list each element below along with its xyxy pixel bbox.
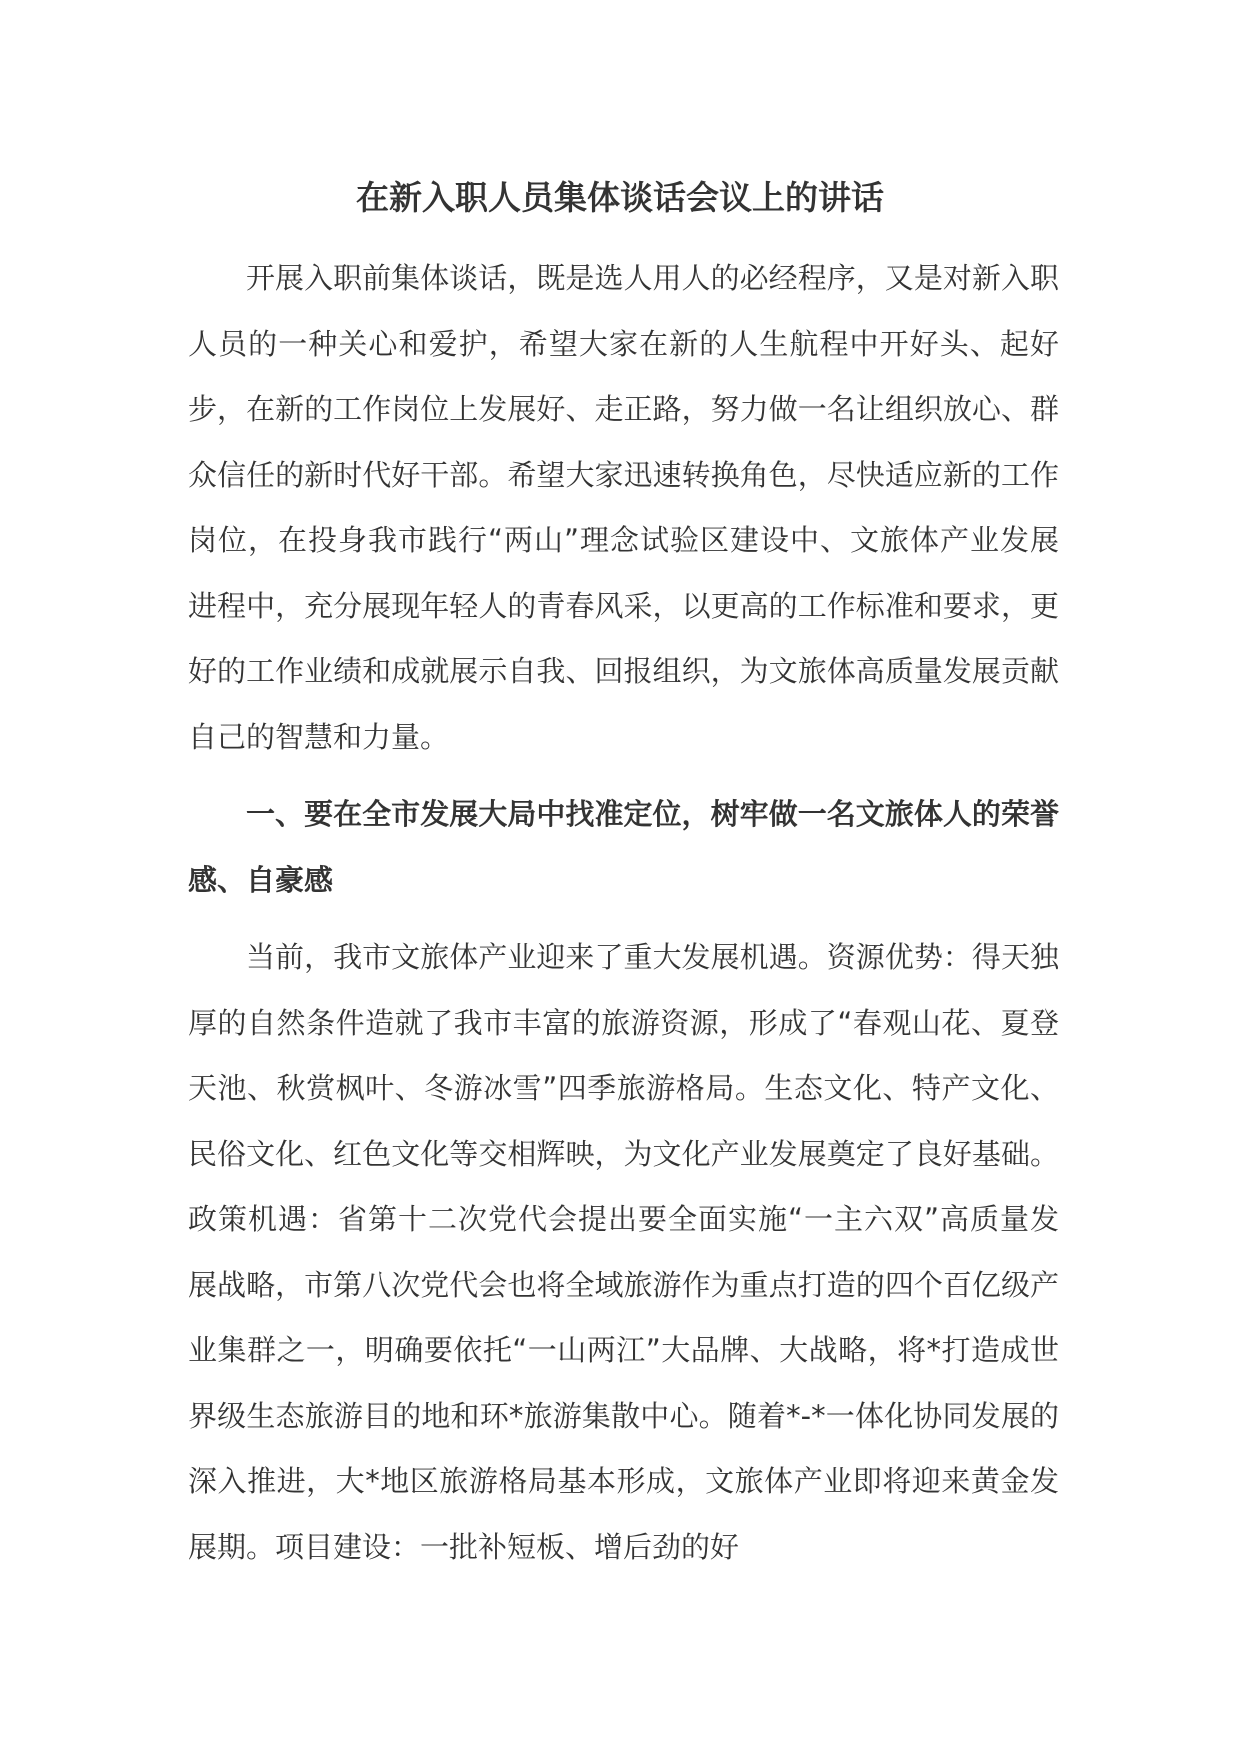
section-heading: 一、要在全市发展大局中找准定位，树牢做一名文旅体人的荣誉感、自豪感 [188, 797, 1059, 897]
document-title: 在新入职人员集体谈话会议上的讲话 [356, 178, 884, 217]
intro-paragraph: 开展入职前集体谈话，既是选人用人的必经程序，又是对新入职人员的一种关心和爱护，希望大家在新的人生航程中开好头、起好步，在新的工作岗位上发展好、走正路，努力做一名让组织放心、群众信任的新时代好干部。希望大家迅速转换角色，尽快适应新的工作岗位，在投身我市践行“两山”理念试验区建设中、文旅体产业发展进程中，充分展现年轻人的青春风采，以更高的工作标准和要求，更好的工作业绩和成就展示自我、回报组织，为文旅体高质量发展贡献自己的智慧和力量。 [188, 261, 1059, 754]
section-paragraph: 当前，我市文旅体产业迎来了重大发展机遇。资源优势：得天独厚的自然条件造就了我市丰富的旅游资源，形成了“春观山花、夏登天池、秋赏枫叶、冬游冰雪”四季旅游格局。生态文化、特产文化、民俗文化、红色文化等交相辉映，为文化产业发展奠定了良好基础。政策机遇：省第十二次党代会提出要全面实施“一主六双”高质量发展战略，市第八次党代会也将全域旅游作为重点打造的四个百亿级产业集群之一，明确要依托“一山两江”大品牌、大战略，将*打造成世界级生态旅游目的地和环*旅游集散中心。随着*-*一体化协同发展的深入推进，大*地区旅游格局基本形成，文旅体产业即将迎来黄金发展期。项目建设：一批补短板、增后劲的好 [188, 940, 1059, 1564]
